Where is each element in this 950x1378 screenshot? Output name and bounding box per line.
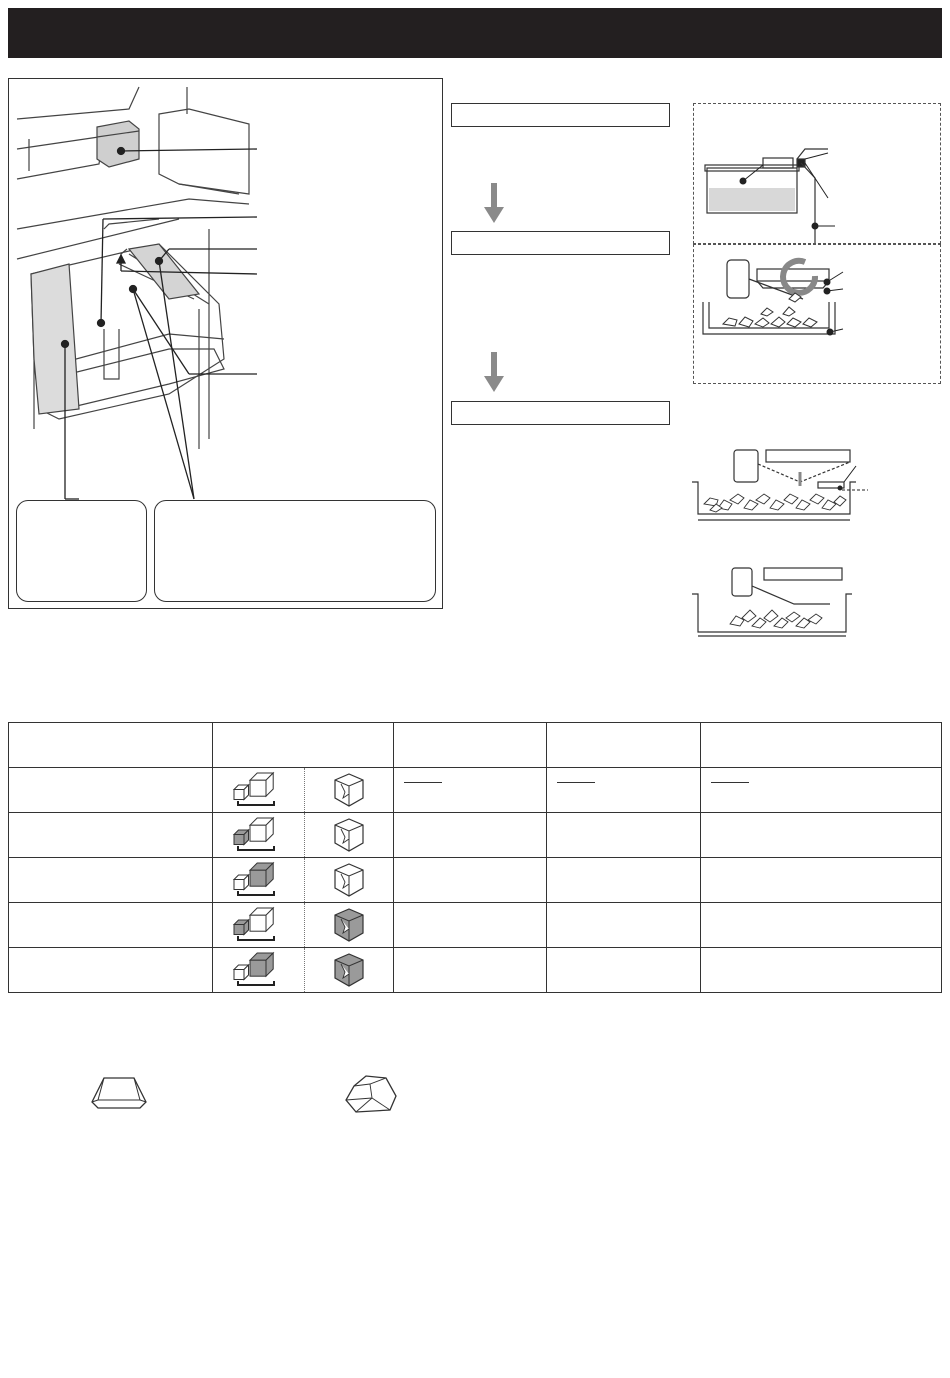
ice-cube-clear-icon bbox=[329, 860, 369, 900]
table-cell bbox=[9, 768, 213, 813]
table-cell bbox=[547, 903, 701, 948]
table-cell bbox=[393, 768, 547, 813]
table-header-cell bbox=[212, 723, 393, 768]
cube-pair-large-grey-icon bbox=[230, 861, 286, 899]
table-header-cell bbox=[547, 723, 701, 768]
blank-underline bbox=[557, 782, 595, 783]
ice-bin-empty-diagram bbox=[690, 560, 880, 640]
table-cell bbox=[547, 813, 701, 858]
table-icon-cell bbox=[212, 768, 393, 813]
table-row bbox=[9, 903, 942, 948]
table-header-cell bbox=[393, 723, 547, 768]
table-row bbox=[9, 858, 942, 903]
ice-cube-cloudy-icon bbox=[329, 950, 369, 990]
blank-underline bbox=[711, 782, 749, 783]
table-cell bbox=[393, 903, 547, 948]
table-cell bbox=[547, 858, 701, 903]
table-cell bbox=[393, 813, 547, 858]
cube-pair-small-grey-icon bbox=[230, 816, 286, 854]
table-icon-cell bbox=[212, 948, 393, 993]
ice-condition-table bbox=[8, 722, 942, 993]
down-arrow-icon bbox=[484, 352, 504, 392]
table-cell bbox=[701, 858, 942, 903]
table-row bbox=[9, 948, 942, 993]
blank-underline bbox=[404, 782, 442, 783]
ice-bin-full-diagram bbox=[690, 442, 880, 522]
table-cell bbox=[547, 768, 701, 813]
ice-cube-clear-icon bbox=[329, 815, 369, 855]
table-cell bbox=[393, 948, 547, 993]
table-cell bbox=[9, 813, 213, 858]
table-cell bbox=[9, 858, 213, 903]
flow-step-2 bbox=[451, 231, 670, 255]
table-header-cell bbox=[701, 723, 942, 768]
table-row bbox=[9, 813, 942, 858]
table-cell bbox=[701, 903, 942, 948]
table-icon-cell bbox=[212, 903, 393, 948]
table-row bbox=[9, 768, 942, 813]
header-bar bbox=[8, 8, 942, 58]
ice-chunk-icon bbox=[342, 1072, 402, 1116]
down-arrow-icon bbox=[484, 183, 504, 223]
table-header-cell bbox=[9, 723, 213, 768]
table-cell bbox=[393, 858, 547, 903]
water-tank-diagram bbox=[693, 103, 941, 243]
table-cell bbox=[547, 948, 701, 993]
table-icon-cell bbox=[212, 858, 393, 903]
flow-step-3 bbox=[451, 401, 670, 425]
table-cell bbox=[701, 768, 942, 813]
ice-tray-rotation-diagram bbox=[693, 244, 941, 384]
cube-pair-both-white-icon bbox=[230, 771, 286, 809]
table-cell bbox=[9, 948, 213, 993]
table-cell bbox=[701, 813, 942, 858]
table-cell bbox=[701, 948, 942, 993]
table-icon-cell bbox=[212, 813, 393, 858]
ice-cube-clear-icon bbox=[329, 770, 369, 810]
table-header-row bbox=[9, 723, 942, 768]
ice-cube-flat-top-icon bbox=[90, 1072, 150, 1112]
cube-pair-large-grey-icon bbox=[230, 951, 286, 989]
callout-box-left bbox=[16, 500, 147, 602]
table-cell bbox=[9, 903, 213, 948]
ice-cube-cloudy-icon bbox=[329, 905, 369, 945]
cube-pair-small-grey-icon bbox=[230, 906, 286, 944]
flow-step-1 bbox=[451, 103, 670, 127]
callout-box-right bbox=[154, 500, 436, 602]
